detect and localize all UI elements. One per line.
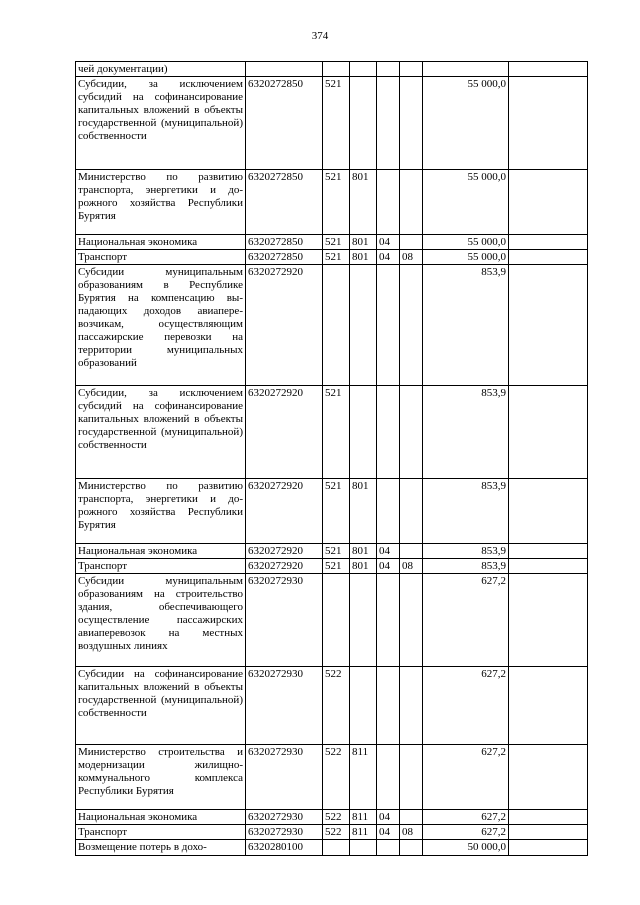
row-name-cell: Субсидии муниципальным образованиям в Республике Бурятия на компенсацию выпадающих доходов авиаперевозчикам, осуществляющим пассажирские перевозки на территории муниципальных образований [76, 265, 246, 386]
row-grbs-cell [350, 265, 377, 386]
row-pr-cell [400, 265, 423, 386]
row-rz-cell [377, 574, 400, 667]
row-rz-cell [377, 62, 400, 77]
row-name-cell: Национальная экономика [76, 235, 246, 250]
row-amount-cell: 853,9 [423, 386, 509, 479]
row-pr-cell [400, 479, 423, 544]
table-row [76, 559, 588, 574]
row-grbs-cell: 801 [350, 479, 377, 544]
row-ved-cell: 521 [323, 235, 350, 250]
row-extra-cell [509, 62, 588, 77]
row-pr-cell [400, 235, 423, 250]
row-name-cell: Национальная экономика [76, 810, 246, 825]
row-code-cell: 6320272920 [246, 544, 323, 559]
row-grbs-cell [350, 386, 377, 479]
row-ved-cell [323, 62, 350, 77]
row-code-cell: 6320272850 [246, 170, 323, 235]
row-code-cell: 6320272930 [246, 825, 323, 840]
row-ved-cell [323, 265, 350, 386]
row-code-cell: 6320272850 [246, 235, 323, 250]
row-ved-cell: 521 [323, 386, 350, 479]
row-rz-cell: 04 [377, 250, 400, 265]
table-row [76, 825, 588, 840]
row-amount-cell: 853,9 [423, 479, 509, 544]
row-ved-cell: 522 [323, 825, 350, 840]
row-extra-cell [509, 825, 588, 840]
row-extra-cell [509, 840, 588, 856]
row-grbs-cell [350, 574, 377, 667]
row-grbs-cell: 811 [350, 745, 377, 810]
row-name-cell: Возмещение потерь в дохо- [76, 840, 246, 856]
row-pr-cell [400, 62, 423, 77]
row-grbs-cell: 811 [350, 810, 377, 825]
row-amount-cell: 50 000,0 [423, 840, 509, 856]
row-grbs-cell [350, 667, 377, 745]
row-grbs-cell: 801 [350, 544, 377, 559]
row-pr-cell [400, 667, 423, 745]
table-row [76, 250, 588, 265]
row-name-cell: Министерство по развитию транспорта, энергетики и дорожного хозяйства Республики Бурятия [76, 479, 246, 544]
row-amount-cell: 55 000,0 [423, 77, 509, 170]
row-rz-cell [377, 667, 400, 745]
row-code-cell: 6320272930 [246, 745, 323, 810]
row-name-cell: Субсидии на софинансирование капитальных вложений в объекты государственной (муниципальной) собственности [76, 667, 246, 745]
row-pr-cell [400, 544, 423, 559]
table-row [76, 77, 588, 170]
table-row [76, 840, 588, 856]
row-rz-cell [377, 745, 400, 810]
table-row [76, 574, 588, 667]
row-name-cell: Министерство строительства и модернизации жилищно-коммунального комплекса Республики Бурятия [76, 745, 246, 810]
row-ved-cell: 521 [323, 479, 350, 544]
row-ved-cell: 522 [323, 667, 350, 745]
table-row [76, 62, 588, 77]
row-ved-cell [323, 840, 350, 856]
table-row [76, 667, 588, 745]
row-extra-cell [509, 544, 588, 559]
budget-table [75, 61, 588, 856]
row-rz-cell [377, 386, 400, 479]
row-rz-cell [377, 77, 400, 170]
row-pr-cell [400, 745, 423, 810]
row-grbs-cell: 801 [350, 170, 377, 235]
row-name-cell: Транспорт [76, 825, 246, 840]
row-ved-cell: 522 [323, 745, 350, 810]
row-amount-cell: 55 000,0 [423, 235, 509, 250]
row-rz-cell [377, 265, 400, 386]
row-extra-cell [509, 386, 588, 479]
table-row [76, 544, 588, 559]
row-extra-cell [509, 479, 588, 544]
row-grbs-cell [350, 840, 377, 856]
row-extra-cell [509, 77, 588, 170]
row-code-cell: 6320272920 [246, 479, 323, 544]
row-amount-cell: 627,2 [423, 667, 509, 745]
table-row [76, 479, 588, 544]
row-grbs-cell: 811 [350, 825, 377, 840]
row-name-cell: Субсидии, за исключением субсидий на софинансирование капитальных вложений в объекты государственной (муниципальной) собственности [76, 77, 246, 170]
table-row [76, 170, 588, 235]
row-amount-cell: 55 000,0 [423, 250, 509, 265]
row-pr-cell: 08 [400, 250, 423, 265]
row-amount-cell: 853,9 [423, 544, 509, 559]
row-amount-cell: 627,2 [423, 810, 509, 825]
row-code-cell [246, 62, 323, 77]
row-extra-cell [509, 265, 588, 386]
row-ved-cell: 521 [323, 170, 350, 235]
row-code-cell: 6320272920 [246, 559, 323, 574]
row-rz-cell [377, 840, 400, 856]
row-code-cell: 6320272920 [246, 265, 323, 386]
row-amount-cell: 55 000,0 [423, 170, 509, 235]
row-amount-cell: 853,9 [423, 265, 509, 386]
row-rz-cell: 04 [377, 810, 400, 825]
row-rz-cell: 04 [377, 235, 400, 250]
row-rz-cell: 04 [377, 825, 400, 840]
row-pr-cell [400, 810, 423, 825]
row-amount-cell: 627,2 [423, 825, 509, 840]
row-extra-cell [509, 745, 588, 810]
row-grbs-cell [350, 77, 377, 170]
table-row [76, 235, 588, 250]
row-grbs-cell: 801 [350, 559, 377, 574]
row-code-cell: 6320272850 [246, 250, 323, 265]
row-ved-cell [323, 574, 350, 667]
row-grbs-cell [350, 62, 377, 77]
table-row [76, 745, 588, 810]
row-amount-cell: 627,2 [423, 574, 509, 667]
row-grbs-cell: 801 [350, 250, 377, 265]
table-row [76, 810, 588, 825]
row-rz-cell: 04 [377, 544, 400, 559]
row-amount-cell [423, 62, 509, 77]
row-ved-cell: 521 [323, 544, 350, 559]
row-rz-cell [377, 479, 400, 544]
row-pr-cell: 08 [400, 559, 423, 574]
row-extra-cell [509, 667, 588, 745]
row-pr-cell [400, 170, 423, 235]
row-ved-cell: 522 [323, 810, 350, 825]
row-extra-cell [509, 250, 588, 265]
row-ved-cell: 521 [323, 559, 350, 574]
page-number: 374 [311, 30, 329, 42]
table-row [76, 386, 588, 479]
row-name-cell: Национальная экономика [76, 544, 246, 559]
row-code-cell: 6320272920 [246, 386, 323, 479]
row-pr-cell [400, 840, 423, 856]
row-pr-cell [400, 386, 423, 479]
row-amount-cell: 853,9 [423, 559, 509, 574]
row-code-cell: 6320272930 [246, 574, 323, 667]
row-name-cell: Субсидии муниципальным образованиям на строительство здания, обеспечивающего осуществление пассажирских авиаперевозок на местных воздушных линиях [76, 574, 246, 667]
row-rz-cell: 04 [377, 559, 400, 574]
row-amount-cell: 627,2 [423, 745, 509, 810]
row-name-cell: Транспорт [76, 559, 246, 574]
row-pr-cell [400, 77, 423, 170]
row-code-cell: 6320272930 [246, 667, 323, 745]
row-name-cell: Транспорт [76, 250, 246, 265]
row-ved-cell: 521 [323, 77, 350, 170]
row-code-cell: 6320272930 [246, 810, 323, 825]
row-extra-cell [509, 810, 588, 825]
row-grbs-cell: 801 [350, 235, 377, 250]
row-ved-cell: 521 [323, 250, 350, 265]
row-pr-cell: 08 [400, 825, 423, 840]
row-extra-cell [509, 559, 588, 574]
row-extra-cell [509, 574, 588, 667]
row-name-cell: Субсидии, за исключением субсидий на софинансирование капитальных вложений в объекты государственной (муниципальной) собственности [76, 386, 246, 479]
table-row [76, 265, 588, 386]
row-name-cell: чей документации) [76, 62, 246, 77]
row-pr-cell [400, 574, 423, 667]
row-extra-cell [509, 235, 588, 250]
row-extra-cell [509, 170, 588, 235]
row-code-cell: 6320272850 [246, 77, 323, 170]
row-code-cell: 6320280100 [246, 840, 323, 856]
row-rz-cell [377, 170, 400, 235]
row-name-cell: Министерство по развитию транспорта, энергетики и дорожного хозяйства Республики Бурятия [76, 170, 246, 235]
